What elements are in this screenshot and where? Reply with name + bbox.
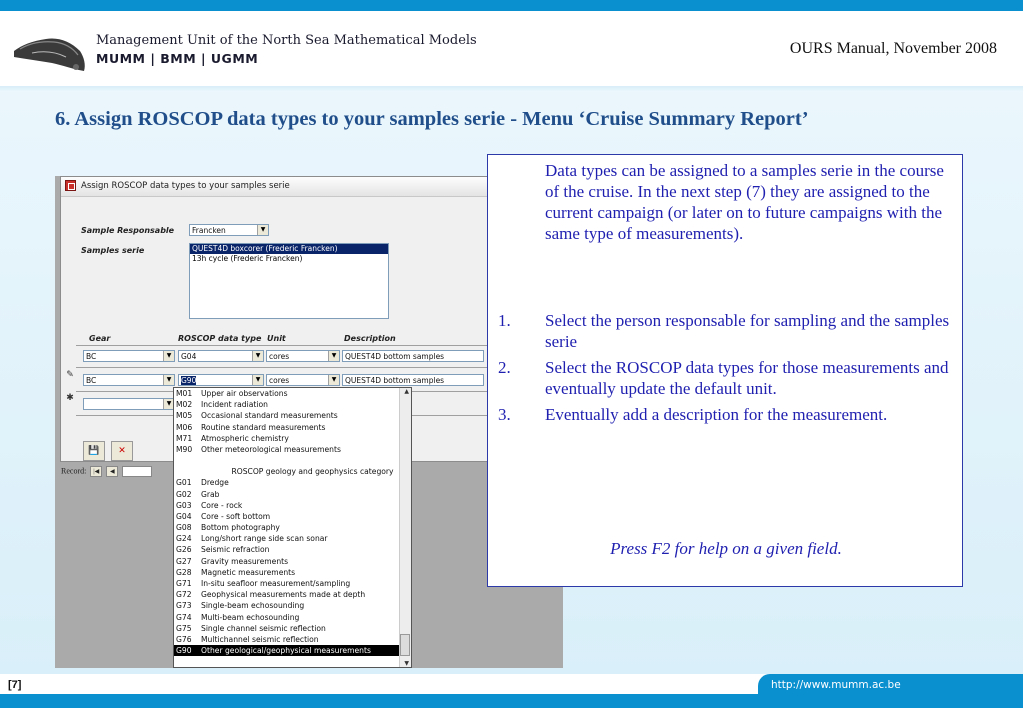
unit-value: cores — [269, 352, 290, 361]
option-code: M71 — [176, 433, 193, 443]
option-description: Atmospheric chemistry — [201, 433, 289, 443]
step-number: 1. — [498, 311, 511, 330]
step-number: 3. — [498, 405, 511, 424]
option-code: M02 — [176, 400, 193, 410]
option-code: G08 — [176, 523, 192, 533]
instruction-step — [498, 357, 958, 399]
new-record-icon: ✱ — [66, 393, 74, 403]
dropdown-option[interactable] — [174, 645, 411, 656]
column-header-unit: Unit — [267, 334, 286, 343]
scrollbar-thumb[interactable] — [400, 634, 410, 656]
option-code: G73 — [176, 601, 192, 611]
step-text: Select the person responsable for sampling and the samples serie — [545, 311, 950, 351]
dropdown-geo-group — [174, 477, 411, 656]
dropdown-option[interactable] — [174, 600, 411, 611]
sample-responsable-select[interactable] — [189, 224, 269, 236]
chevron-down-icon[interactable]: ▼ — [252, 375, 263, 385]
document-title: OURS Manual, November 2008 — [789, 40, 997, 57]
option-description: Seismic refraction — [201, 545, 270, 555]
mumm-logo-icon — [12, 27, 86, 73]
page-number: [7] — [8, 679, 22, 691]
roscop-type-dropdown-list[interactable] — [173, 387, 412, 668]
dropdown-option[interactable] — [174, 556, 411, 567]
instruction-step — [498, 310, 958, 352]
samples-serie-label: Samples serie — [81, 246, 145, 255]
column-header-gear: Gear — [89, 334, 111, 343]
previous-record-icon[interactable]: ◀ — [106, 466, 118, 477]
delete-record-button[interactable]: ✕ — [111, 441, 133, 461]
scroll-down-icon[interactable]: ▼ — [404, 660, 409, 667]
step-number: 2. — [498, 358, 511, 377]
chevron-down-icon[interactable]: ▼ — [163, 399, 174, 409]
scroll-up-icon[interactable]: ▲ — [404, 388, 409, 395]
pencil-icon: ✎ — [66, 370, 74, 380]
description-field-row1[interactable]: QUEST4D bottom samples — [342, 350, 484, 362]
option-code: G24 — [176, 534, 192, 544]
dropdown-scrollbar[interactable] — [399, 388, 411, 667]
chevron-down-icon[interactable]: ▼ — [257, 225, 268, 235]
instructions-box — [487, 154, 963, 587]
option-description: Multichannel seismic reflection — [201, 634, 319, 644]
footer-url-link[interactable]: http://www.mumm.ac.be — [771, 679, 901, 691]
option-description: Bottom photography — [201, 523, 280, 533]
save-record-button[interactable]: 💾 — [83, 441, 105, 461]
record-label: Record: — [61, 466, 87, 476]
option-code: G74 — [176, 612, 192, 622]
dropdown-option[interactable] — [174, 500, 411, 511]
chevron-down-icon[interactable]: ▼ — [163, 375, 174, 385]
dropdown-option[interactable] — [174, 634, 411, 645]
option-code: G71 — [176, 579, 192, 588]
chevron-down-icon[interactable]: ▼ — [328, 375, 339, 385]
option-code: M05 — [176, 411, 193, 421]
slide-heading: 6. Assign ROSCOP data types to your samples serie - Menu ‘Cruise Summary Report’ — [55, 108, 809, 130]
unit-value: cores — [269, 376, 290, 385]
first-record-icon[interactable]: |◀ — [90, 466, 102, 477]
top-stripe — [0, 0, 1023, 11]
roscop-type-select-row1[interactable] — [178, 350, 264, 362]
option-description: Geophysical measurements made at depth — [201, 590, 366, 600]
org-short-name: MUMM | BMM | UGMM — [96, 51, 259, 66]
option-description: Single-beam echosounding — [201, 601, 305, 611]
unit-select-row2[interactable] — [266, 374, 340, 386]
dropdown-option[interactable] — [174, 399, 411, 410]
record-navigator — [61, 466, 152, 477]
gear-select-row2[interactable] — [83, 374, 175, 386]
window-titlebar — [61, 177, 557, 197]
dropdown-option[interactable] — [174, 410, 411, 421]
form-icon — [65, 180, 76, 191]
option-code: G28 — [176, 567, 192, 577]
option-code: M06 — [176, 422, 193, 432]
option-code: G76 — [176, 634, 192, 644]
option-description: Magnetic measurements — [201, 567, 296, 577]
option-description: Occasional standard measurements — [201, 411, 338, 421]
list-item[interactable]: 13h cycle (Frederic Francken) — [192, 254, 303, 263]
dropdown-option[interactable] — [174, 444, 411, 455]
option-description: Routine standard measurements — [201, 422, 326, 432]
option-description: Incident radiation — [201, 400, 268, 410]
gear-value: BC — [86, 352, 97, 361]
instructions-intro: Data types can be assigned to a samples serie in the course of the cruise. In the next step (7) they are assigned to the current campaign (or later on to future campaigns with the same type of measurements). — [545, 161, 944, 243]
sample-responsable-label: Sample Responsable — [81, 226, 175, 235]
dropdown-option[interactable] — [174, 589, 411, 600]
org-name: Management Unit of the North Sea Mathematical Models — [96, 33, 477, 48]
option-description: Gravity measurements — [201, 556, 289, 566]
help-hint: Press F2 for help on a given field. — [610, 539, 842, 558]
option-description: Other geological/geophysical measurements — [201, 646, 371, 656]
option-description: Single channel seismic reflection — [201, 623, 326, 633]
option-description: Long/short range side scan sonar — [201, 534, 328, 544]
grid-divider — [76, 367, 558, 368]
option-code: G03 — [176, 500, 192, 510]
option-description: Core - rock — [201, 500, 243, 510]
window-title: Assign ROSCOP data types to your samples serie — [81, 181, 290, 191]
column-header-description: Description — [344, 334, 396, 343]
dropdown-option[interactable] — [174, 489, 411, 500]
gear-select-row1[interactable] — [83, 350, 175, 362]
option-code: G04 — [176, 511, 192, 521]
option-description: Grab — [201, 489, 220, 499]
dropdown-option[interactable] — [174, 544, 411, 555]
dropdown-option[interactable] — [174, 433, 411, 444]
option-code: M90 — [176, 444, 193, 454]
step-text: Eventually add a description for the measurement. — [545, 405, 888, 424]
dropdown-option[interactable] — [174, 612, 411, 623]
list-item[interactable]: QUEST4D boxcorer (Frederic Francken) — [190, 244, 388, 254]
column-header-roscop-type: ROSCOP data type — [178, 334, 262, 343]
dropdown-category-heading: ROSCOP geology and geophysics category — [231, 467, 394, 477]
dropdown-option[interactable] — [174, 511, 411, 522]
dropdown-spacer — [174, 455, 411, 466]
option-code: G01 — [176, 478, 192, 488]
option-code: G02 — [176, 489, 192, 499]
dropdown-option[interactable] — [174, 533, 411, 544]
option-description: In-situ seafloor measurement/sampling — [201, 579, 351, 588]
dropdown-meteo-group — [174, 388, 411, 466]
roscop-type-value: G04 — [181, 352, 197, 361]
dropdown-option[interactable] — [174, 522, 411, 533]
option-description: Upper air observations — [201, 389, 288, 398]
dropdown-option[interactable] — [174, 388, 411, 399]
gear-value: BC — [86, 376, 97, 385]
roscop-type-value: G90 — [181, 376, 197, 385]
option-code: G90 — [176, 646, 192, 656]
step-text: Select the ROSCOP data types for those measurements and eventually update the default unit. — [545, 358, 949, 398]
option-code: G75 — [176, 623, 192, 633]
option-code: G27 — [176, 556, 192, 566]
footer-bar — [0, 694, 1023, 708]
sample-responsable-value: Francken — [192, 226, 226, 235]
option-description: Multi-beam echosounding — [201, 612, 300, 622]
chevron-down-icon[interactable]: ▼ — [328, 351, 339, 361]
samples-serie-listbox[interactable] — [189, 243, 389, 319]
instructions-steps — [498, 310, 958, 430]
chevron-down-icon[interactable]: ▼ — [163, 351, 174, 361]
option-description: Dredge — [201, 478, 229, 488]
chevron-down-icon[interactable]: ▼ — [252, 351, 263, 361]
dropdown-option[interactable] — [174, 567, 411, 578]
instruction-step — [498, 404, 958, 425]
dropdown-option[interactable] — [174, 578, 411, 589]
grid-divider — [76, 345, 558, 346]
gear-select-new[interactable] — [83, 398, 175, 410]
option-code: M01 — [176, 389, 193, 398]
record-number-field[interactable] — [122, 466, 152, 477]
dropdown-option[interactable] — [174, 623, 411, 634]
option-code: G72 — [176, 590, 192, 600]
option-description: Other meteorological measurements — [201, 444, 341, 454]
unit-select-row1[interactable] — [266, 350, 340, 362]
description-field-row2[interactable]: QUEST4D bottom samples — [342, 374, 484, 386]
roscop-type-select-row2[interactable] — [178, 374, 264, 386]
dropdown-option[interactable] — [174, 477, 411, 488]
option-code: G26 — [176, 545, 192, 555]
dropdown-option[interactable] — [174, 422, 411, 433]
option-description: Core - soft bottom — [201, 511, 271, 521]
